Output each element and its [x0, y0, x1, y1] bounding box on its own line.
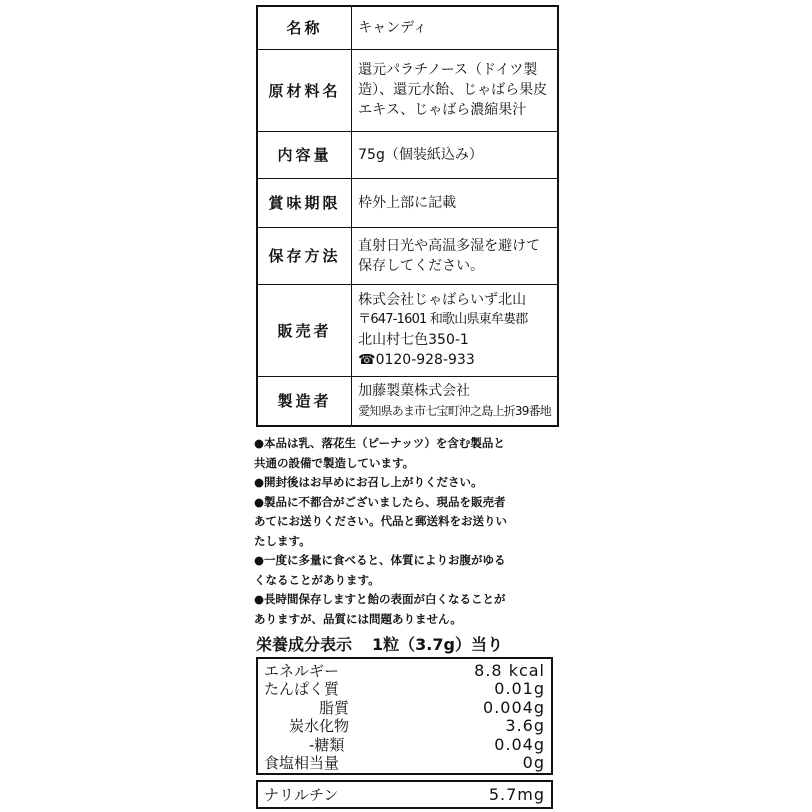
narirutin-box	[256, 780, 553, 809]
note-line: ありますが、品質には問題ありません。	[254, 611, 462, 626]
nutrition-table	[256, 657, 553, 775]
label-value-line: 還元パラチノース（ドイツ製	[358, 62, 538, 78]
label-key: 原材料名	[257, 49, 352, 131]
note-line: くなることがあります。	[254, 572, 380, 587]
label-row-name	[257, 6, 558, 49]
label-row-content	[257, 131, 558, 178]
note-line: ●開封後はお早めにお召し上がりください。	[254, 475, 483, 489]
label-value	[352, 49, 558, 131]
note-line: ●本品は乳、落花生（ピーナッツ）を含む製品と	[254, 436, 505, 450]
label-row-ingredients	[257, 49, 558, 131]
label-value-line: 株式会社じゃばらいず北山	[358, 292, 527, 308]
label-key: 賞味期限	[257, 178, 352, 227]
label-value	[352, 178, 558, 227]
nutrient-value: 0.01g	[494, 679, 545, 699]
note-line: ●製品に不都合がございましたら、現品を販売者	[254, 494, 506, 509]
nutrient-name: ナリルチン	[264, 786, 339, 804]
nutrition-row	[264, 662, 545, 680]
nutrient-value: 0.04g	[494, 734, 545, 754]
label-value-line: 北山村七色350-1	[358, 332, 469, 348]
label-value-line: 保存してください。	[358, 257, 485, 274]
label-value-line: ☎0120-928-933	[358, 352, 475, 368]
label-row-storage	[257, 227, 558, 284]
label-key: 内容量	[257, 131, 352, 178]
nutrient-value: 8.8 kcal	[474, 661, 545, 680]
product-label-table	[256, 5, 559, 427]
nutrient-name: たんぱく質	[264, 680, 340, 699]
label-value-line: 75g（個装紙込み）	[358, 146, 483, 163]
nutrient-name: -糖類	[309, 735, 345, 754]
note-line: ●一度に多量に食べると、体質によりお腹がゆる	[254, 553, 506, 567]
label-value-line: 加藤製菓株式会社	[358, 382, 471, 399]
note-line: ●長時間保存しますと飴の表面が白くなることが	[254, 592, 506, 606]
nutrient-name: 脂質	[319, 698, 350, 717]
label-row-manufacturer	[257, 376, 558, 426]
label-value-line: 直射日光や高温多湿を避けて	[358, 237, 541, 254]
label-row-seller	[257, 284, 558, 376]
nutrition-title: 栄養成分表示	[256, 635, 353, 654]
label-value	[352, 227, 558, 284]
label-value	[352, 284, 558, 376]
caution-notes	[254, 434, 564, 629]
nutrition-row	[264, 736, 545, 754]
label-value-line: エキス、じゃばら濃縮果汁	[358, 102, 527, 118]
label-value	[352, 6, 558, 49]
nutrient-value: 3.6g	[505, 716, 545, 736]
nutrition-row	[264, 717, 545, 735]
label-value-line: 造）、還元水飴、じゃばら果皮	[358, 82, 548, 98]
label-key: 名称	[257, 6, 352, 49]
label-value	[352, 131, 558, 178]
nutrition-row	[264, 680, 545, 698]
label-value-line: 愛知県あま市七宝町沖之島上折39番地	[358, 403, 551, 418]
label-value	[352, 376, 558, 426]
nutrition-serving: 1粒（3.7g）当り	[372, 635, 503, 654]
label-value-line: 〒647-1601 和歌山県東牟婁郡	[358, 312, 528, 327]
nutrient-value: 0g	[522, 752, 545, 772]
note-line: あてにお送りください。代品と郵送料をお送りい	[254, 514, 507, 528]
label-key: 保存方法	[257, 227, 352, 284]
nutrient-value: 5.7mg	[488, 785, 545, 804]
nutrient-name: 食塩相当量	[264, 753, 340, 772]
note-line: たします。	[254, 533, 311, 548]
note-line: 共通の設備で製造しています。	[254, 455, 415, 470]
nutrition-heading	[256, 632, 503, 655]
label-value-line: 枠外上部に記載	[358, 194, 457, 211]
nutrition-row	[264, 699, 545, 717]
nutrient-value: 0.004g	[483, 697, 545, 717]
nutrition-row	[264, 754, 545, 772]
label-key: 販売者	[257, 284, 352, 376]
label-key: 製造者	[257, 376, 352, 426]
nutrient-name: エネルギー	[264, 662, 340, 680]
label-value-line: キャンディ	[358, 19, 428, 36]
label-row-best-before	[257, 178, 558, 227]
nutrient-name: 炭水化物	[289, 717, 350, 736]
